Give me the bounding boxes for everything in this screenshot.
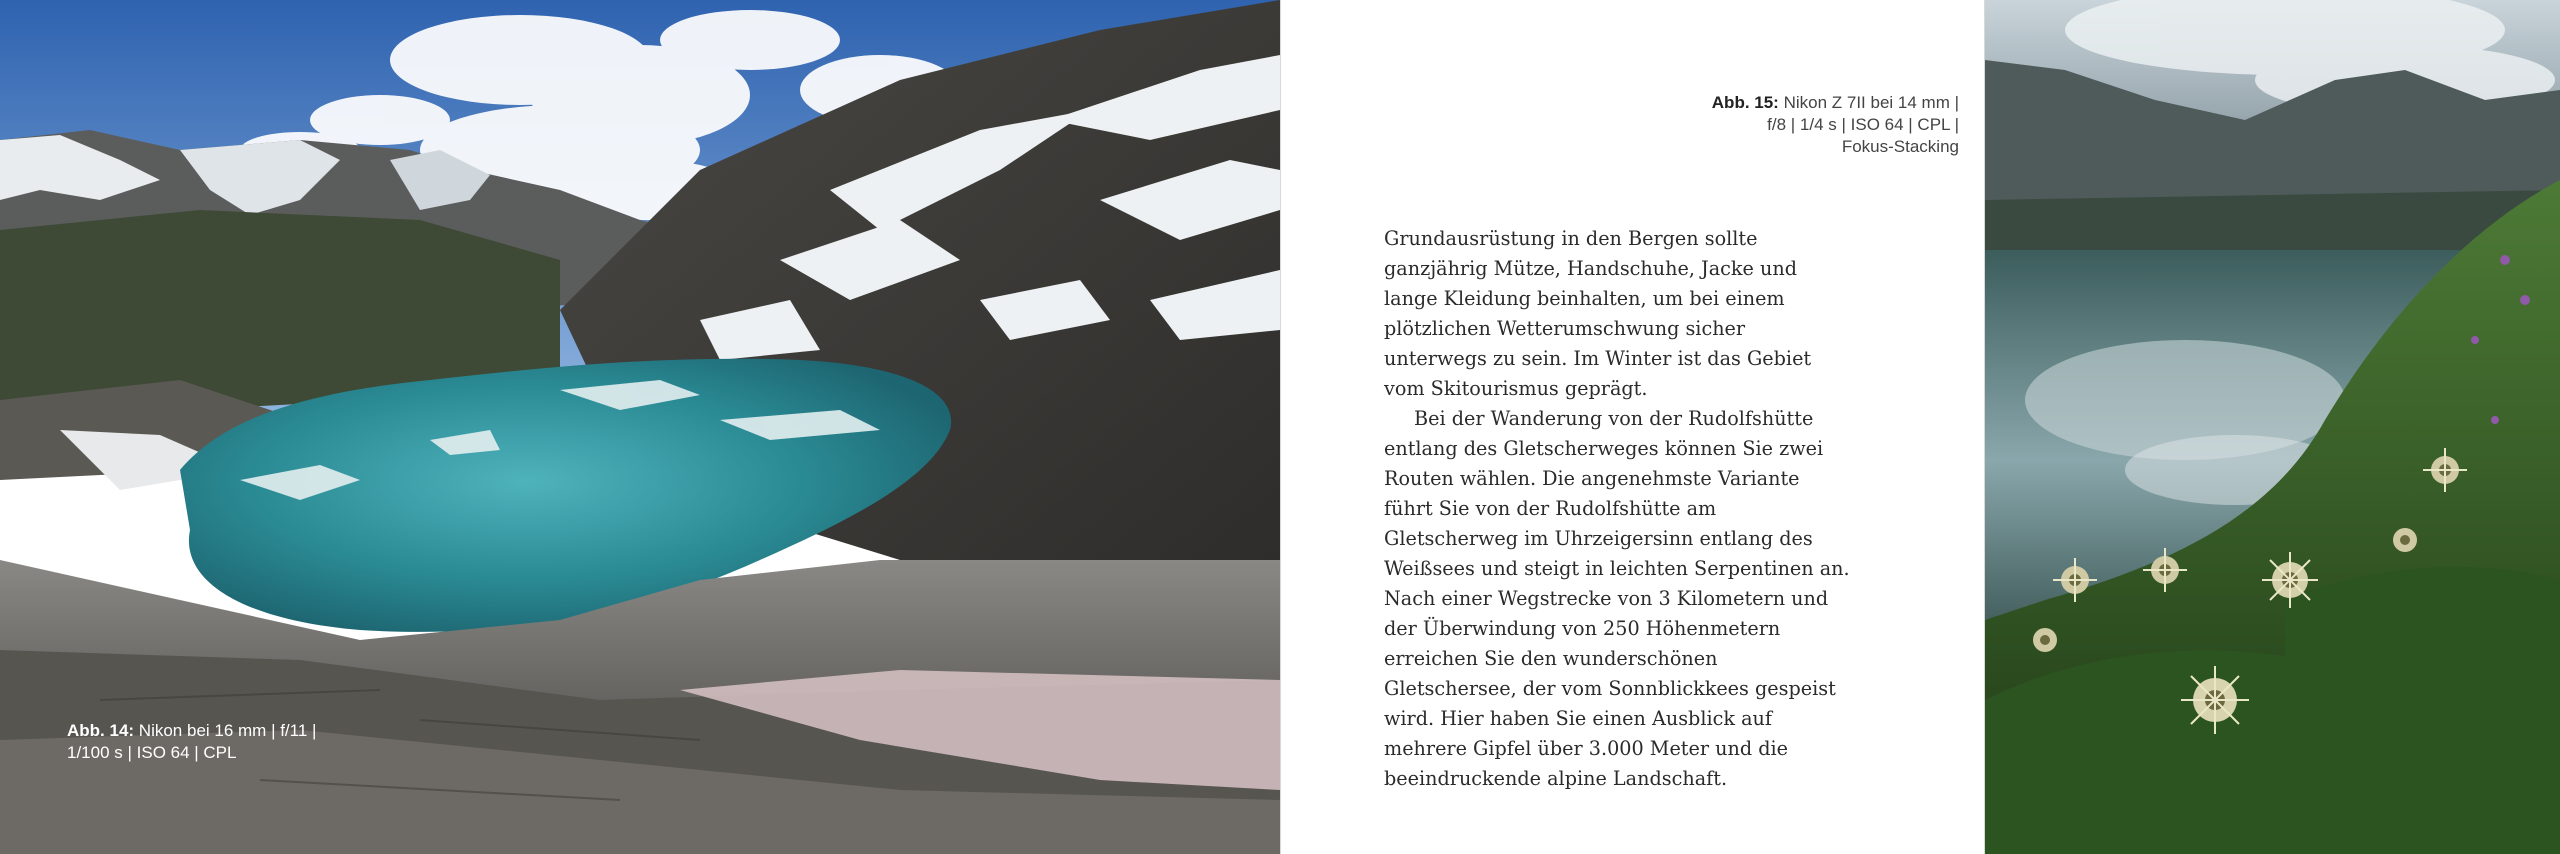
figure-14-label: Abb. 14:: [67, 721, 135, 740]
figure-14-line-1: Nikon bei 16 mm | f/11 |: [138, 721, 317, 740]
text-page: [1280, 0, 1985, 854]
body-text: [1384, 224, 1854, 794]
thistle-lake-illustration: [1985, 0, 2560, 854]
figure-15-line-1: Nikon Z 7II bei 14 mm |: [1783, 93, 1959, 112]
figure-15-line-3: Fokus-Stacking: [1841, 137, 1959, 156]
figure-14-caption: [67, 720, 367, 764]
thistle-lake-photo: [1985, 0, 2560, 854]
figure-14-line-2: 1/100 s | ISO 64 | CPL: [67, 743, 237, 762]
figure-15-caption: [1639, 92, 1959, 158]
body-paragraph-2: Bei der Wanderung von der Rudolfshütte entlang des Gletscherweges können Sie zwei Routen wählen. Die angenehmste Variante führt Sie von der Rudolfshütte am Gletscherweg im Uhrzeigersinn entlang des Weißsees und steigt in leichten Serpentinen an. Nach einer Wegstrecke von 3 Kilometern und der Überwindung von 250 Höhenmetern erreichen Sie den wunderschönen Gletschersee, der vom Sonnblickkees gespeist wird. Hier haben Sie einen Ausblick auf mehrere Gipfel über 3.000 Meter und die beeindruckende alpine Landschaft.: [1384, 407, 1850, 790]
figure-15-label: Abb. 15:: [1711, 93, 1779, 112]
body-paragraph-1: Grundausrüstung in den Bergen sollte ganzjährig Mütze, Handschuhe, Jacke und lange Kleidung beinhalten, um bei einem plötzlichen Wetterumschwung sicher unterwegs zu sein. Im Winter ist das Gebiet vom Skitourismus geprägt.: [1384, 227, 1812, 400]
figure-15-line-2: f/8 | 1/4 s | ISO 64 | CPL |: [1767, 115, 1959, 134]
